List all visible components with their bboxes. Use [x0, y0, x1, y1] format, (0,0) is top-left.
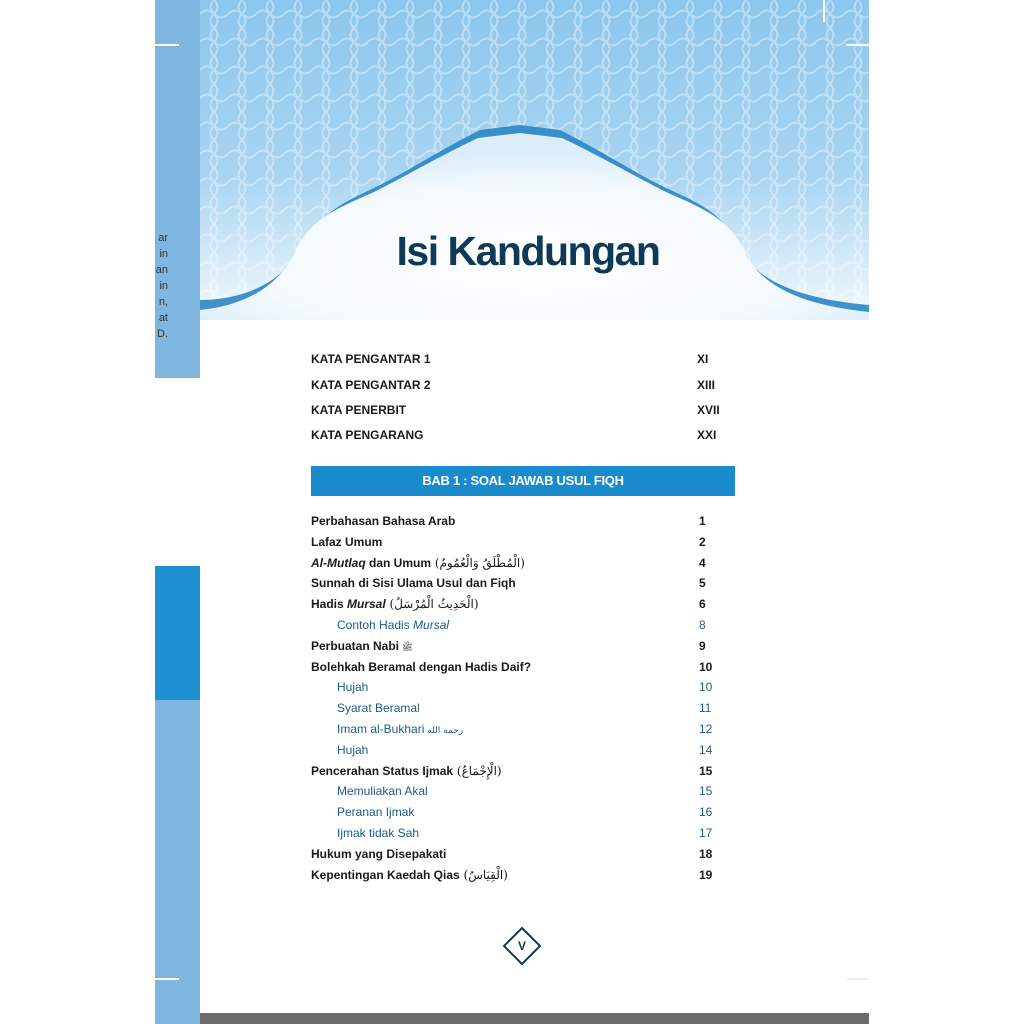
toc-entry-arabic-term: (الْإِجْمَاعُ)	[453, 763, 502, 778]
toc-entry-label: Hadis Mursal (الْحَدِيثُ الْمُرْسَلُ)	[311, 597, 479, 612]
toc-entry-label: Hujah	[337, 742, 369, 757]
front-matter-page: XI	[697, 352, 709, 366]
toc-entry-page: 18	[699, 846, 713, 861]
page-title: Isi Kandungan	[396, 228, 660, 274]
toc-entry-label: Al-Mutlaq dan Umum (الْمُطْلَقُ وَالْعُمُومُ)	[311, 555, 525, 570]
crop-mark	[155, 978, 179, 980]
toc-entry-arabic-term: (الْقِيَاسُ)	[459, 867, 508, 882]
toc-entry-label: Memuliakan Akal	[337, 784, 428, 799]
toc-entry-label: Hukum yang Disepakati	[311, 846, 447, 861]
toc-entry-page: 10	[699, 659, 713, 674]
toc-entry-page: 19	[699, 867, 713, 882]
toc-entry-italic-term: Mursal	[413, 618, 450, 632]
toc-entry-page: 9	[699, 638, 706, 653]
toc-entry-label: Perbahasan Bahasa Arab	[311, 514, 456, 528]
toc-entry-italic-term: Mursal	[347, 597, 386, 612]
crop-mark	[823, 0, 825, 22]
toc-entry-label: Contoh Hadis Mursal	[337, 618, 450, 632]
toc-entry-page: 16	[699, 805, 713, 820]
toc-entry-label: Ijmak tidak Sah	[337, 826, 420, 840]
previous-page-text-fragment: ar in an in n, at D.	[155, 232, 168, 340]
toc-entry-label: Hujah	[337, 680, 369, 695]
toc-entry-label: Kepentingan Kaedah Qias (الْقِيَاسُ)	[311, 867, 508, 882]
toc-entry-label: Pencerahan Status Ijmak (الْإِجْمَاعُ)	[311, 763, 502, 778]
crop-mark	[155, 44, 179, 46]
toc-entry-page: 17	[699, 826, 713, 840]
toc-entry-label: Lafaz Umum	[311, 534, 383, 549]
toc-entry-page: 11	[699, 701, 712, 716]
page-number: V	[517, 939, 526, 953]
toc-entry-page: 10	[699, 680, 713, 695]
toc-entry-page: 2	[699, 534, 706, 549]
left-page-strip-bottom	[155, 700, 200, 1024]
toc-entry-page: 15	[699, 763, 713, 778]
toc-entry-label: Sunnah di Sisi Ulama Usul dan Fiqh	[311, 576, 516, 591]
toc-entry-page: 12	[699, 722, 713, 736]
front-matter-label: KATA PENGANTAR 1	[311, 352, 431, 366]
toc-entry-italic-term: Al-Mutlaq	[311, 555, 366, 570]
toc-entry-page: 4	[699, 555, 706, 570]
toc-entry-label: Syarat Beramal	[337, 701, 420, 716]
toc-entry-label: Perbuatan Nabi ﷺ	[311, 638, 413, 653]
toc-entry-label: Imam al-Bukhari رحمه الله	[337, 722, 464, 736]
toc-entry-page: 15	[699, 784, 713, 799]
left-page-strip-accent	[155, 566, 200, 700]
toc-entry-page: 1	[699, 514, 706, 528]
toc-entry-arabic-term: (الْحَدِيثُ الْمُرْسَلُ)	[385, 597, 479, 612]
toc-entry-page: 14	[699, 742, 713, 757]
toc-entry-page: 5	[699, 576, 706, 591]
front-matter-label: KATA PENGANTAR 2	[311, 378, 431, 392]
toc-entry-arabic-term: ﷺ	[399, 642, 413, 653]
crop-mark	[846, 978, 869, 980]
toc-entry-page: 6	[699, 597, 706, 612]
front-matter-label: KATA PENGARANG	[311, 428, 424, 442]
front-matter-page: XXI	[697, 428, 717, 442]
chapter-heading: BAB 1 : SOAL JAWAB USUL FIQH	[311, 466, 735, 496]
crop-mark	[846, 44, 869, 46]
front-matter-page: XVII	[697, 403, 720, 417]
toc-entry-label: Peranan Ijmak	[337, 805, 415, 820]
toc-entry-arabic-term: (الْمُطْلَقُ وَالْعُمُومُ)	[431, 555, 525, 570]
toc-entry-label: Bolehkah Beramal dengan Hadis Daif?	[311, 659, 532, 674]
front-matter-label: KATA PENERBIT	[311, 403, 407, 417]
toc-entry-arabic-term: رحمه الله	[424, 726, 464, 736]
toc-entry-page: 8	[699, 618, 706, 632]
bottom-border	[200, 1013, 869, 1024]
front-matter-page: XIII	[697, 378, 716, 392]
